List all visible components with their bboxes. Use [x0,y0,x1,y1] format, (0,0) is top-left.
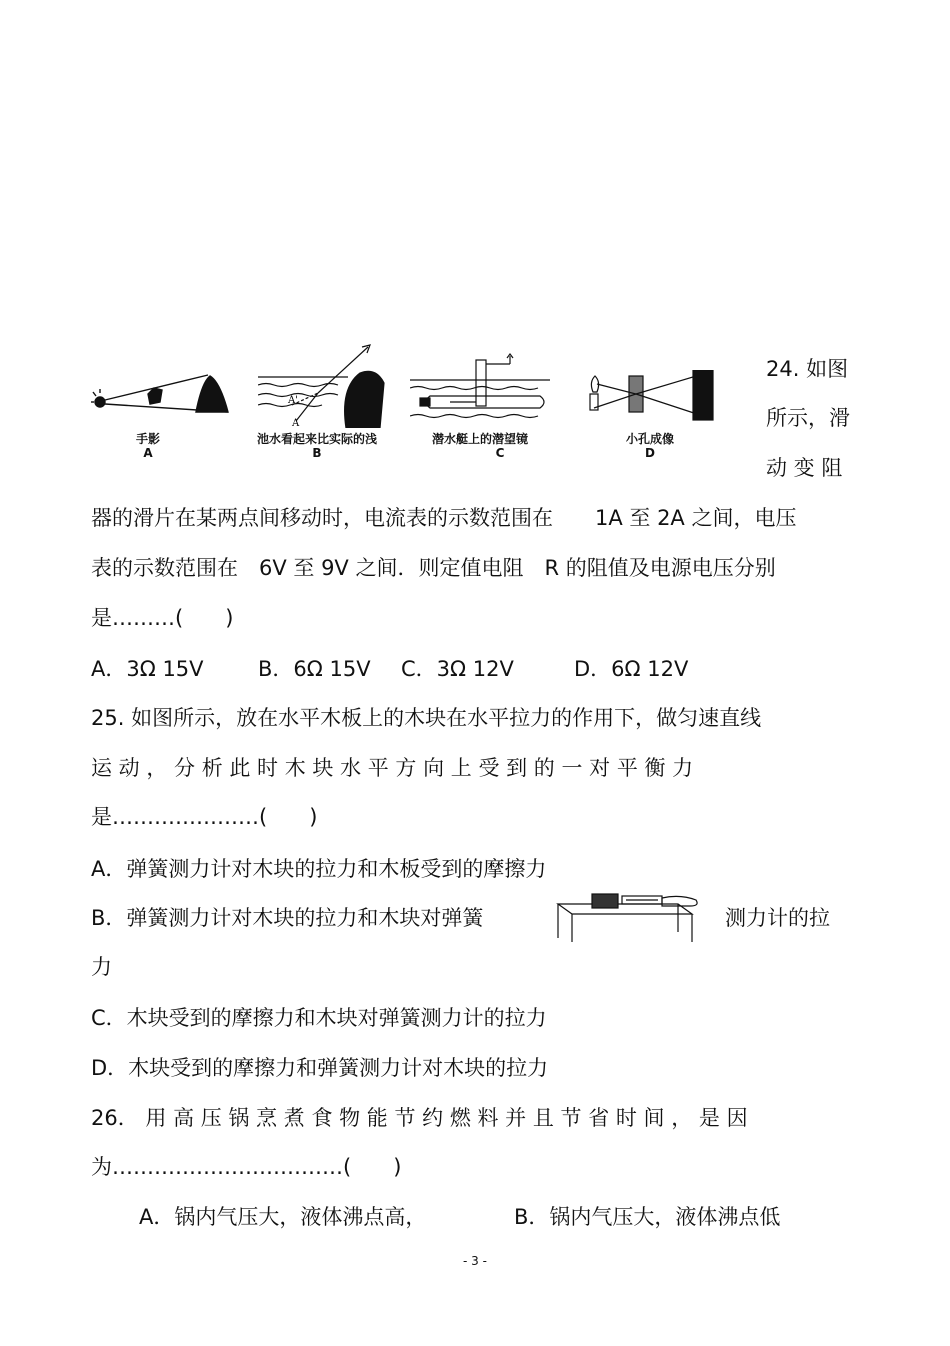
figure-c-periscope [410,352,550,427]
q25-option-a: A．弹簧测力计对木块的拉力和木板受到的摩擦力 [91,857,547,881]
figure-b-mark-a-virtual: A' [288,395,298,406]
q24-line-2: 表的示数范围在 6V 至 9V 之间．则定值电阻 R 的阻值及电源电压分别 [91,556,776,580]
q25-option-b-left: B．弹簧测力计对木块的拉力和木块对弹簧 [91,906,484,930]
figure-q25-spring-scale [556,886,706,944]
figure-b-mark-a: A [292,418,300,428]
figure-d-letter: D [645,446,655,460]
q24-option-c: C．3Ω 12V [401,657,514,681]
figure-c-caption: 潜水艇上的潜望镜 [431,432,528,446]
figure-c-letter: C [495,446,505,460]
q26-option-a: A．锅内气压大，液体沸点高， [139,1205,427,1229]
figure-a-hand-shadow [88,372,238,427]
q24-side-line-3: 动 变 阻 [766,456,843,480]
q25-line-3: 是…………………( ) [91,805,318,829]
figure-b-letter: B [312,446,322,460]
q25-option-d: D．木块受到的摩擦力和弹簧测力计对木块的拉力 [91,1056,549,1080]
q24-side-line-1: 24. 如图 [766,357,849,381]
q25-option-c: C．木块受到的摩擦力和木块对弹簧测力计的拉力 [91,1006,547,1030]
figure-b-caption: 池水看起来比实际的浅 [256,432,377,446]
q25-option-b-right: 测力计的拉 [725,906,830,930]
figure-b-pool-depth [258,343,388,428]
q26-line-1: 26． 用 高 压 锅 烹 煮 食 物 能 节 约 燃 料 并 且 节 省 时 间 ， 是 因 [91,1106,748,1130]
q24-option-a: A．3Ω 15V [91,657,204,681]
q25-line-2: 运 动 ， 分 析 此 时 木 块 水 平 方 向 上 受 到 的 一 对 平 衡 力 [91,756,694,780]
page-number: - 3 - [463,1254,487,1268]
q24-line-1: 器的滑片在某两点间移动时，电流表的示数范围在 1A 至 2A 之间，电压 [91,506,797,530]
q24-side-line-2: 所示，滑 [766,406,850,430]
q25-option-b-cont: 力 [91,955,112,979]
figure-a-letter: A [143,446,153,460]
q26-line-2: 为……………………………( ) [91,1155,402,1179]
figure-a-caption: 手影 [135,432,160,446]
q24-option-d: D．6Ω 12V [574,657,689,681]
figure-d-caption: 小孔成像 [625,432,674,446]
q25-line-1: 25. 如图所示，放在水平木板上的木块在水平拉力的作用下，做匀速直线 [91,706,762,730]
q24-option-b: B．6Ω 15V [258,657,371,681]
q26-option-b: B．锅内气压大，液体沸点低 [514,1205,781,1229]
figure-d-pinhole [585,370,725,425]
q24-line-3: 是………( ) [91,606,234,630]
